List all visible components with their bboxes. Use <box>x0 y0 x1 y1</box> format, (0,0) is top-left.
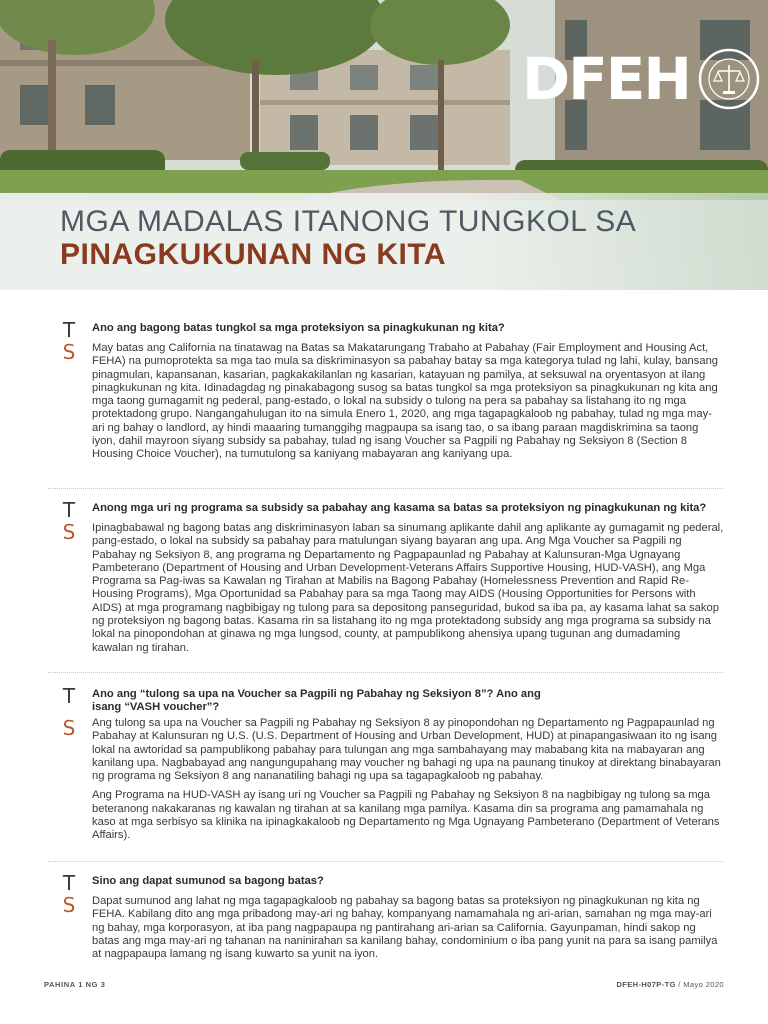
answer <box>92 342 724 468</box>
question: Ano ang “tulong sa upa na Voucher sa Pagpili ng Pabahay ng Seksiyon 8”? Ano ang isang “VASH voucher”? <box>92 688 541 713</box>
question: Ano ang bagong batas tungkol sa mga proteksiyon sa pinagkukunan ng kita? <box>92 322 505 334</box>
t-marker: T <box>62 318 76 342</box>
t-marker: T <box>62 871 76 895</box>
logo-text: DFEH <box>522 45 690 113</box>
answer-paragraph: Ipinagbabawal ng bagong batas ang diskriminasyon laban sa sinumang aplikante dahil ang aplikante ay gumagamit ng pederal, pang-estado, o lokal na subsidy sa pabahay para matulungan siyang bayaran ang upa. Ang Mga Voucher sa Pagpili ng Pabahay ng Seksiyon 8, ang programa ng Departamento ng Pagpapaunlad ng Pabahay at Kalunsuran-Mga Ugnayang Pambeterano (Department of Housing and Urban Development-Veterans Affairs Supportive Housing, HUD-VASH), ang Mga Programa sa Pag-iwas sa Kawalan ng Tirahan at Mabilis na Bagong Pabahay (Homelessness Prevention and Rapid Re-Housing Programs), Mga Oportunidad sa Pabahay para sa mga Taong may AIDS (Housing Opportunities for Persons with AIDS) at mga programang nagbibigay ng tulong para sa depositong panseguridad, bukod sa iba pa, ay kasama lahat sa sakop ng proteksiyon ng bagong batas. Kasama rin sa listahang ito ng mga protektadong subsidy ang mga programa sa subsidy na lokal na pinopondohan at ginawa ng mga lungsod, county, at pampublikong ahensiya upang tugunan ang dumadaming kawalan ng tirahan. <box>92 522 724 654</box>
t-marker: T <box>62 684 76 708</box>
section-divider <box>48 861 724 862</box>
qa-section-3 <box>60 686 725 851</box>
section-divider <box>48 672 724 673</box>
qa-section-2 <box>60 500 725 665</box>
answer-paragraph: Ang Programa na HUD-VASH ay isang uri ng Voucher sa Pagpili ng Pabahay ng Seksiyon 8 na nagbibigay ng tulong sa mga beteranong nakakaranas ng kawalan ng tirahan at sa kanilang mga pamilya. Kasama din sa programa ang pamamahala ng kaso at mga serbisyo sa klinika na ipinagkakaloob ng Departamento ng Mga Ugnayang Pambeterano (Department of Veterans Affairs). <box>92 789 720 842</box>
qa-section-1 <box>60 320 725 480</box>
answer-paragraph: Dapat sumunod ang lahat ng mga tagapagkaloob ng pabahay sa bagong batas sa proteksiyon ng pinagkukunan ng kita ng FEHA. Kabilang dito ang mga pribadong may-ari ng bahay, kompanyang namamahala ng ari-arian, samahan ng mga may-ari ng bahay, mga korporasyon, at iba pang nagpapaupa ng pantirahang ari-arian sa California. Gayunpaman, hindi sakop ng batas ang mga may-ari ng tahanan na naninirahan sa kanilang bahay, condominium o iba pang yunit na para sa isang pamilya at nagpapaupa lamang ng isang kuwarto sa yunit na iyon. <box>92 895 718 961</box>
answer <box>92 717 724 849</box>
footer-separator: / <box>675 980 684 989</box>
question: Anong mga uri ng programa sa subsidy sa pabahay ang kasama sa batas sa proteksiyon ng pinagkukunan ng kita? <box>92 502 707 514</box>
s-marker: S <box>62 520 76 544</box>
doc-code: DFEH-H07P-TG <box>616 980 676 989</box>
answer-paragraph: Ang tulong sa upa na Voucher sa Pagpili ng Pabahay ng Seksiyon 8 ay pinopondohan ng Departamento ng Pagpapaunlad ng Pabahay at Kalunsuran ng U.S. (U.S. Department of Housing and Urban Development, HUD) at pinapangasiwaan ito ng isang lokal na awtoridad sa pampublikong pabahay para tulungan ang mga sambahayang may mababang kita na mabayaran ang kanilang upa. Nagbabayad ang nangungupahang may voucher ng bahagi ng upa na paunang tinukoy at direktang binabayaran ng programa ng Seksiyon 8 ang nananatiling bahagi ng upa sa tagapagkaloob ng pabahay. <box>92 717 721 783</box>
doc-date: Mayo 2020 <box>683 980 724 989</box>
answer <box>92 895 724 967</box>
page-title-line-2: PINAGKUKUNAN NG KITA <box>60 238 447 271</box>
s-marker: S <box>62 340 76 364</box>
t-marker: T <box>62 498 76 522</box>
question: Sino ang dapat sumunod sa bagong batas? <box>92 875 324 887</box>
s-marker: S <box>62 893 76 917</box>
dfeh-logo <box>522 44 760 114</box>
section-divider <box>48 488 724 489</box>
answer <box>92 522 724 661</box>
page-title-line-1: MGA MADALAS ITANONG TUNGKOL SA <box>60 205 637 238</box>
s-marker: S <box>62 716 76 740</box>
header-banner <box>0 0 768 290</box>
state-seal-icon <box>698 48 760 110</box>
qa-section-4 <box>60 873 725 968</box>
answer-paragraph: May batas ang California na tinatawag na Batas sa Makatarungang Trabaho at Pabahay (Fair Employment and Housing Act, FEHA) na pumoprotekta sa mga tao mula sa diskriminasyon sa pabahay batay sa mga kategorya tulad ng lahi, kulay, bansang pinagmulan, kapansanan, kasarian, pagkakakilanlan ng kasarian, katayuan ng pamilya, at seksuwal na oryentasyon at ilang pinagkukunan ng kita. Idinadagdag ng pinakabagong susog sa batas tungkol sa mga proteksiyon sa pinagkukunan ng kita ang mga taong gumagamit ng pederal, pang-estado, o lokal na subsidy o tulong na pera sa pabahay sa listahang ito ng mga protektadong grupo. Nangangahulugan ito na simula Enero 1, 2020, ang mga tagapagkaloob ng pabahay, tulad ng mga may-ari ng bahay o landlord, ay hindi maaaring tumanggihg magpaupa sa isang tao, o sa ibang paraan magdiskrimina sa taong iyon, dahil mayroon siyang subsidy sa pabahay, tulad ng isang Voucher sa Pagpili ng Pabahay ng Seksiyon 8 (Section 8 Housing Choice Voucher), na tumutulong sa kaniyang mabayaran ang kaniyang upa. <box>92 342 719 461</box>
page-number: PAHINA 1 NG 3 <box>44 980 106 989</box>
document-code <box>616 980 724 989</box>
